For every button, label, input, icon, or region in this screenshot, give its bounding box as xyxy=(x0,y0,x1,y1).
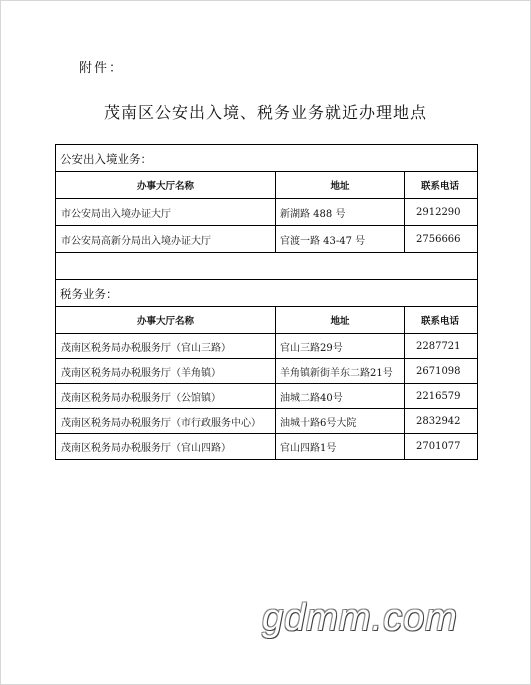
hall-name: 茂南区税务局办税服务厅（羊角镇） xyxy=(56,359,276,383)
table-row xyxy=(56,334,477,359)
table-row xyxy=(56,384,477,409)
hall-name: 茂南区税务局办税服务厅（市行政服务中心） xyxy=(56,409,276,433)
address: 官山四路1号 xyxy=(276,434,405,459)
address: 官渡一路 43-47 号 xyxy=(276,226,405,252)
header-address: 地址 xyxy=(276,307,405,333)
phone: 2287721 xyxy=(416,340,461,352)
phone: 2216579 xyxy=(416,390,461,402)
address: 新湖路 488 号 xyxy=(276,199,405,225)
phone: 2701077 xyxy=(416,441,461,452)
hall-name: 茂南区税务局办税服务厅（官山三路） xyxy=(56,334,276,358)
table-row xyxy=(56,434,477,459)
header-hall: 办事大厅名称 xyxy=(56,307,276,333)
watermark-logo: gdmm.com xyxy=(262,597,458,639)
table-row xyxy=(56,226,477,253)
phone: 2832942 xyxy=(416,415,461,427)
table-row xyxy=(56,199,477,226)
section-label-public-security: 公安出入境业务： xyxy=(60,152,152,166)
table-row xyxy=(56,409,477,434)
section-label-tax: 税务业务： xyxy=(60,287,118,301)
hall-name: 市公安局出入境办证大厅 xyxy=(56,199,276,225)
table-header-public-security xyxy=(56,172,477,199)
section-tax xyxy=(56,280,477,307)
hall-name: 市公安局高新分局出入境办证大厅 xyxy=(56,226,276,252)
document-title: 茂南区公安出入境、税务业务就近办理地点 xyxy=(103,103,427,122)
hall-name: 茂南区税务局办税服务厅（公馆镇） xyxy=(56,384,276,408)
address: 羊角镇新街羊东二路21号 xyxy=(276,359,405,383)
address: 油城十路6号大院 xyxy=(276,409,405,433)
phone: 2912290 xyxy=(416,206,461,218)
header-hall: 办事大厅名称 xyxy=(56,172,276,198)
header-address: 地址 xyxy=(276,172,405,198)
attachment-label: 附件： xyxy=(79,61,125,76)
address: 油城二路40号 xyxy=(276,384,405,408)
hall-name: 茂南区税务局办税服务厅（官山四路） xyxy=(56,434,276,459)
header-phone: 联系电话 xyxy=(420,181,459,192)
section-public-security xyxy=(56,145,477,172)
phone: 2756666 xyxy=(416,233,461,245)
table-row xyxy=(56,359,477,384)
locations-table xyxy=(55,144,478,460)
blank-row xyxy=(56,253,477,280)
header-phone: 联系电话 xyxy=(420,316,459,327)
table-header-tax xyxy=(56,307,477,334)
address: 官山三路29号 xyxy=(276,334,405,358)
phone: 2671098 xyxy=(416,365,461,377)
